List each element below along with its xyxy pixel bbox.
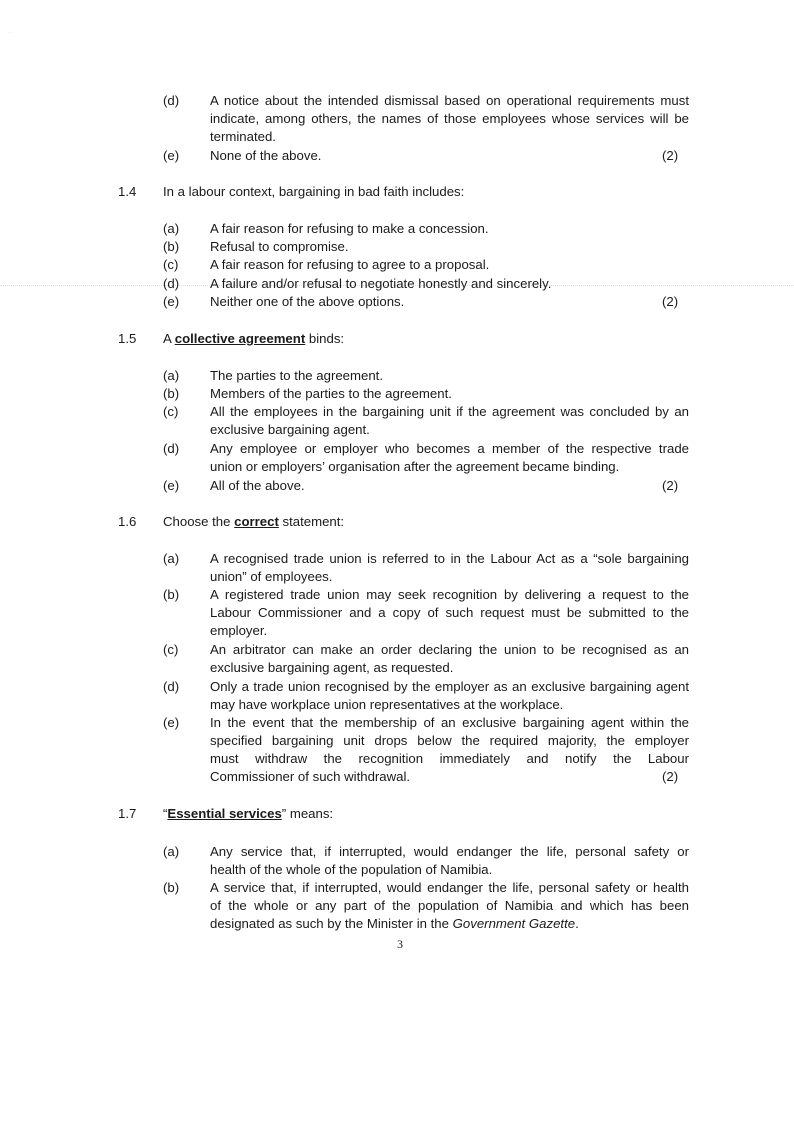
key-term: Essential services	[167, 806, 282, 821]
marks-allocation: (2)	[662, 148, 679, 163]
option-text: of the whole or any part of the population of Namibia and which has been	[210, 898, 689, 913]
option-text: health of the whole of the population of Namibia.	[210, 862, 493, 877]
option-label: (c)	[163, 642, 179, 657]
option-text: All of the above.	[210, 478, 305, 493]
marks-allocation: (2)	[662, 478, 679, 493]
gazette-title: Government Gazette	[452, 916, 576, 931]
option-label: (b)	[163, 587, 180, 602]
option-label: (b)	[163, 386, 180, 401]
page-number: 3	[397, 937, 403, 951]
question-text: Choose the correct statement:	[163, 514, 345, 529]
option-label: (a)	[163, 551, 180, 566]
option-text: A failure and/or refusal to negotiate honestly and sincerely.	[210, 276, 552, 291]
option-text: The parties to the agreement.	[210, 368, 384, 383]
option-label: (a)	[163, 368, 180, 383]
option-text: Commissioner of such withdrawal.	[210, 769, 411, 784]
option-text: Only a trade union recognised by the employer as an exclusive bargaining agent	[210, 679, 689, 694]
option-text: must withdraw the recognition immediately and notify the Labour	[210, 751, 689, 766]
option-text: Refusal to compromise.	[210, 239, 349, 254]
option-label: (a)	[163, 221, 180, 236]
option-text: All the employees in the bargaining unit if the agreement was concluded by an	[210, 404, 689, 419]
question-text: “Essential services” means:	[163, 806, 334, 821]
option-label: (e)	[163, 294, 180, 309]
option-text: In the event that the membership of an exclusive bargaining agent within the	[210, 715, 689, 730]
option-text: Neither one of the above options.	[210, 294, 405, 309]
option-text: union or employers’ organisation after the agreement became binding.	[210, 459, 620, 474]
option-label: (b)	[163, 239, 180, 254]
marks-allocation: (2)	[662, 294, 679, 309]
option-text: terminated.	[210, 129, 276, 144]
option-text: employer.	[210, 623, 268, 638]
option-label: (d)	[163, 276, 180, 291]
option-text: A fair reason for refusing to agree to a proposal.	[210, 257, 490, 272]
option-text: Any employee or employer who becomes a member of the respective trade	[210, 441, 689, 456]
option-text: Labour Commissioner and a copy of such request must be submitted to the	[210, 605, 689, 620]
scan-corner-mark: · ·	[8, 30, 14, 36]
option-label: (e)	[163, 478, 180, 493]
option-text: may have workplace union representatives at the workplace.	[210, 697, 564, 712]
option-label: (e)	[163, 715, 180, 730]
option-label: (c)	[163, 404, 179, 419]
question-text: In a labour context, bargaining in bad faith includes:	[163, 184, 465, 199]
key-term: correct	[234, 514, 279, 529]
option-text: designated as such by the Minister in the Government Gazette.	[210, 916, 579, 931]
option-text: Any service that, if interrupted, would endanger the life, personal safety or	[210, 844, 689, 859]
key-term: collective agreement	[174, 331, 306, 346]
option-text: indicate, among others, the names of those employees whose services will be	[210, 111, 689, 126]
option-text: A service that, if interrupted, would endanger the life, personal safety or health	[210, 880, 689, 895]
option-label: (d)	[163, 441, 180, 456]
marks-allocation: (2)	[662, 769, 679, 784]
option-label: (d)	[163, 93, 180, 108]
question-number: 1.4	[118, 184, 137, 199]
option-label: (c)	[163, 257, 179, 272]
question-number: 1.5	[118, 331, 137, 346]
option-label: (b)	[163, 880, 180, 895]
question-text: A collective agreement binds:	[163, 331, 345, 346]
option-text: Members of the parties to the agreement.	[210, 386, 452, 401]
option-text: An arbitrator can make an order declaring the union to be recognised as an	[210, 642, 689, 657]
option-text: A notice about the intended dismissal based on operational requirements must	[210, 93, 689, 108]
option-text: None of the above.	[210, 148, 322, 163]
option-label: (e)	[163, 148, 180, 163]
question-number: 1.7	[118, 806, 137, 821]
option-label: (d)	[163, 679, 180, 694]
option-label: (a)	[163, 844, 180, 859]
option-text: A recognised trade union is referred to in the Labour Act as a “sole bargaining	[210, 551, 689, 566]
option-text: exclusive bargaining agent.	[210, 422, 370, 437]
option-text: union” of employees.	[210, 569, 333, 584]
option-text: A fair reason for refusing to make a concession.	[210, 221, 489, 236]
option-text: A registered trade union may seek recognition by delivering a request to the	[210, 587, 689, 602]
question-number: 1.6	[118, 514, 137, 529]
option-text: exclusive bargaining agent, as requested.	[210, 660, 454, 675]
option-text: specified bargaining unit drops below the required majority, the employer	[210, 733, 689, 748]
